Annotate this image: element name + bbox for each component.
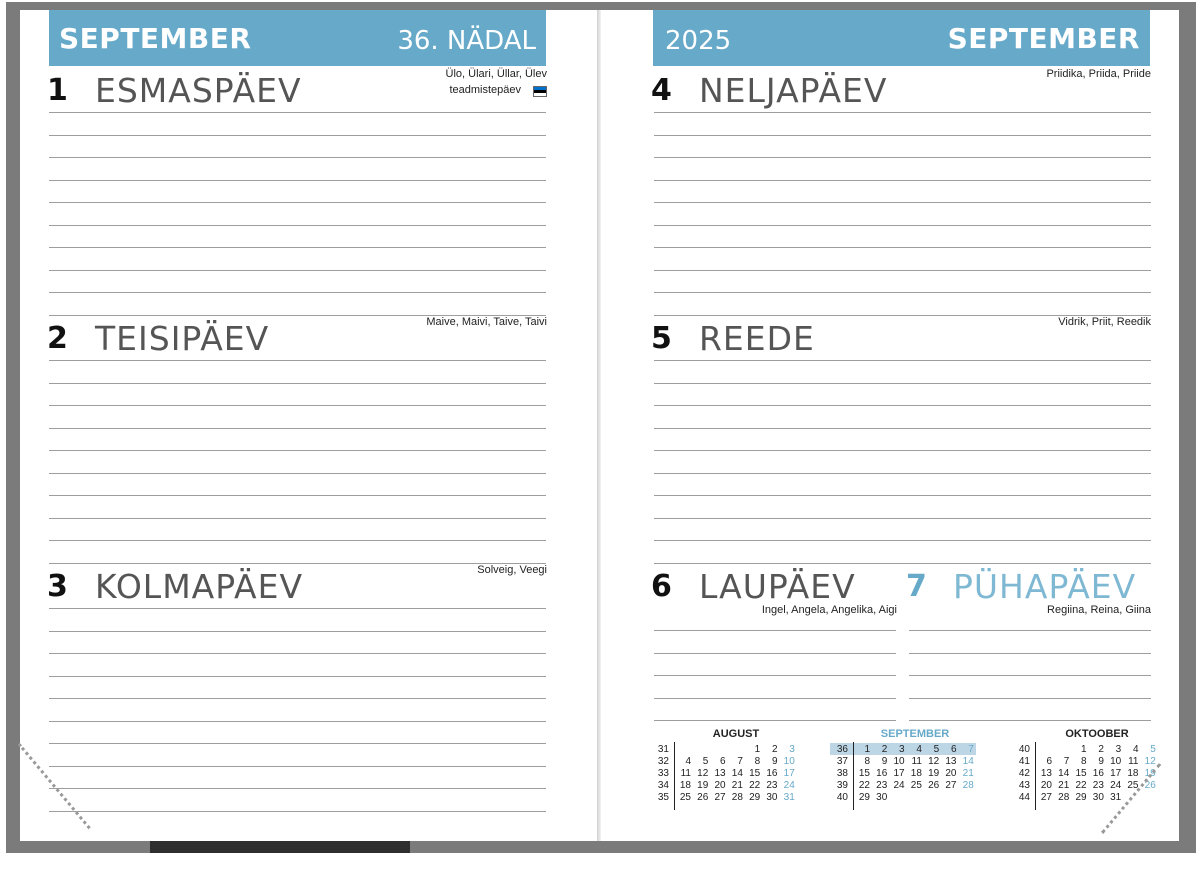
calendar-day: 30 [1092,792,1104,803]
ruled-line [49,811,546,812]
day-name: PÜHAPÄEV [953,567,1137,606]
right-header [653,10,1150,66]
calendar-day: 29 [858,792,870,803]
calendar-day: 4 [1132,744,1139,755]
writing-lines[interactable] [654,112,1151,332]
calendar-day: 6 [720,756,726,767]
mini-calendar-august [651,728,801,818]
calendar-day: 5 [1150,744,1156,755]
mini-calendar-title: AUGUST [712,728,760,740]
ruled-line [49,766,546,767]
day-name: ESMASPÄEV [95,71,302,110]
week-number: 35 [657,792,669,803]
month-title: SEPTEMBER [59,22,252,55]
calendar-day: 21 [731,780,743,791]
ruled-line [654,405,1151,406]
calendar-day: 22 [749,780,761,791]
calendar-day: 29 [1075,792,1087,803]
calendar-day: 29 [749,792,761,803]
calendar-day: 9 [771,756,778,767]
calendar-day: 24 [783,780,795,791]
calendar-day: 2 [881,744,888,755]
calendar-day: 28 [1058,792,1070,803]
year-title: 2025 [665,26,732,56]
week-number: 39 [836,780,848,791]
calendar-day: 19 [928,768,940,779]
calendar-day: 23 [1092,780,1104,791]
week-number: 34 [657,780,669,791]
calendar-day: 11 [680,768,691,779]
ruled-line [49,360,546,361]
left-header [49,10,546,66]
calendar-day: 23 [876,780,888,791]
calendar-day: 12 [697,768,709,779]
calendar-day: 24 [1110,780,1122,791]
calendar-day: 4 [685,756,691,767]
writing-lines[interactable] [49,112,546,332]
ruled-line [654,247,1151,248]
ruled-line [654,360,1151,361]
ruled-line [49,270,546,271]
ruled-line [49,135,546,136]
calendar-day: 26 [1144,780,1156,791]
ruled-line [654,563,1151,564]
ruled-line [654,473,1151,474]
calendar-day: 16 [766,768,778,779]
calendar-day: 11 [911,756,922,767]
calendar-day: 8 [754,756,761,767]
week-number: 32 [657,756,669,767]
left-page [20,10,597,841]
ruled-line [909,653,1151,654]
estonian-flag-icon [533,86,547,97]
ruled-line [49,743,546,744]
mini-calendar-title: SEPTEMBER [880,728,950,740]
ruled-line [49,450,546,451]
week-number: 37 [836,756,848,767]
ruled-line [49,292,546,293]
calendar-day: 26 [928,780,940,791]
calendar-day: 28 [962,780,974,791]
ruled-line [49,631,546,632]
calendar-day: 15 [858,768,870,779]
namedays: Ingel, Angela, Angelika, Aigi [761,604,897,616]
day-number: 4 [651,73,672,108]
week-number: 38 [836,768,848,779]
calendar-day: 17 [893,768,905,779]
calendar-day: 1 [754,744,761,755]
ruled-line [654,292,1151,293]
calendar-day: 5 [702,756,709,767]
namedays: Priidika, Priida, Priide [1046,68,1151,80]
calendar-day: 13 [714,768,726,779]
calendar-day: 12 [1144,756,1156,767]
day-name: LAUPÄEV [699,567,856,606]
week-number: 44 [1018,792,1030,803]
calendar-day: 17 [1110,768,1122,779]
ruled-line [49,495,546,496]
ruled-line [49,608,546,609]
ruled-line [49,202,546,203]
ruled-line [654,225,1151,226]
calendar-day: 15 [749,768,761,779]
calendar-day: 7 [968,744,974,755]
calendar-day: 25 [1127,780,1139,791]
writing-lines[interactable] [49,608,546,818]
calendar-day: 27 [945,780,957,791]
calendar-day: 28 [731,792,743,803]
calendar-day: 22 [858,780,870,791]
calendar-day: 3 [1115,744,1122,755]
ruled-line [654,720,896,721]
calendar-day: 11 [1128,756,1139,767]
calendar-day: 1 [1081,744,1087,755]
mini-calendar-september [830,728,980,818]
calendar-day: 17 [783,768,795,779]
day-name: TEISIPÄEV [95,319,270,358]
ruled-line [909,630,1151,631]
namedays: Maive, Maivi, Taive, Taivi [426,316,547,328]
calendar-day: 14 [731,768,743,779]
calendar-day: 9 [1098,756,1104,767]
calendar-day: 21 [962,768,974,779]
ruled-line [49,473,546,474]
ruled-line [654,675,896,676]
month-title: SEPTEMBER [947,22,1140,55]
calendar-day: 13 [945,756,957,767]
week-number: 43 [1018,780,1030,791]
week-number: 42 [1018,768,1030,779]
calendar-day: 2 [1098,744,1104,755]
calendar-day: 31 [1110,792,1122,803]
day-number: 6 [651,569,672,604]
ruled-line [49,157,546,158]
namedays: Vidrik, Priit, Reedik [1058,316,1151,328]
writing-lines[interactable] [909,630,1151,730]
ruled-line [49,428,546,429]
writing-lines[interactable] [654,630,896,730]
ruled-line [654,518,1151,519]
ruled-line [654,540,1151,541]
namedays: Solveig, Veegi [477,564,547,576]
ruled-line [654,450,1151,451]
calendar-day: 19 [1144,768,1156,779]
ruled-line [909,720,1151,721]
calendar-day: 26 [697,792,709,803]
calendar-day: 30 [766,792,778,803]
calendar-day: 20 [1040,780,1052,791]
calendar-day: 25 [910,780,922,791]
ruled-line [909,698,1151,699]
calendar-day: 23 [766,780,778,791]
calendar-day: 14 [962,756,974,767]
calendar-day: 22 [1075,780,1087,791]
calendar-day: 19 [697,780,709,791]
ruled-line [49,540,546,541]
calendar-day: 14 [1058,768,1070,779]
right-page [601,10,1179,841]
calendar-day: 7 [737,756,743,767]
day-name: REEDE [699,319,815,358]
calendar-day: 3 [899,744,905,755]
ruled-line [49,563,546,564]
ruled-line [654,270,1151,271]
holiday-label: teadmistepäev [449,84,521,96]
calendar-day: 16 [1092,768,1104,779]
ruled-line [654,383,1151,384]
ruled-line [654,112,1151,113]
calendar-day: 8 [864,756,870,767]
calendar-day: 27 [1040,792,1052,803]
ruled-line [654,630,896,631]
calendar-day: 15 [1075,768,1087,779]
week-number: 41 [1018,756,1030,767]
calendar-day: 21 [1058,780,1070,791]
calendar-day: 5 [933,744,940,755]
calendar-day: 18 [679,780,691,791]
calendar-day: 25 [679,792,691,803]
calendar-day: 1 [864,744,870,755]
ruled-line [654,135,1151,136]
calendar-day: 4 [916,744,922,755]
calendar-day: 18 [1127,768,1139,779]
calendar-day: 6 [950,744,957,755]
calendar-day: 3 [789,744,795,755]
calendar-day: 10 [1110,756,1122,767]
calendar-day: 31 [783,792,795,803]
week-title: 36. NÄDAL [397,26,536,56]
ruled-line [49,788,546,789]
ruled-line [49,247,546,248]
calendar-day: 10 [893,756,905,767]
ruled-line [49,653,546,654]
ruled-line [654,157,1151,158]
ruled-line [49,180,546,181]
day-number: 1 [47,73,68,108]
day-number: 5 [651,321,672,356]
calendar-day: 12 [928,756,940,767]
calendar-day: 2 [771,744,778,755]
day-number: 3 [47,569,68,604]
ruled-line [49,405,546,406]
calendar-day: 24 [893,780,905,791]
ruled-line [49,698,546,699]
writing-lines[interactable] [654,360,1151,580]
ruled-line [49,676,546,677]
calendar-day: 30 [876,792,888,803]
week-number: 40 [836,792,848,803]
mini-calendar-oktoober [1012,728,1162,818]
mini-calendar-title: OKTOOBER [1065,728,1129,740]
week-number: 36 [836,744,848,755]
day-name: NELJAPÄEV [699,71,888,110]
ruled-line [654,698,896,699]
calendar-day: 13 [1040,768,1052,779]
calendar-day: 20 [714,780,726,791]
ruled-line [654,428,1151,429]
ruled-line [909,675,1151,676]
ruled-line [49,112,546,113]
week-number: 40 [1018,744,1030,755]
namedays: Ülo, Ülari, Üllar, Ülev [445,68,547,80]
calendar-day: 16 [876,768,888,779]
ruled-line [654,653,896,654]
ruled-line [49,383,546,384]
ruled-line [654,180,1151,181]
namedays: Regiina, Reina, Giina [1047,604,1151,616]
ruled-line [49,225,546,226]
day-name: KOLMAPÄEV [95,567,304,606]
calendar-day: 10 [783,756,795,767]
ruled-line [49,721,546,722]
calendar-day: 9 [881,756,888,767]
writing-lines[interactable] [49,360,546,580]
calendar-day: 27 [714,792,726,803]
ruled-line [654,495,1151,496]
ruled-line [49,518,546,519]
day-number: 2 [47,321,68,356]
week-number: 33 [657,768,669,779]
calendar-day: 7 [1063,756,1070,767]
calendar-day: 6 [1046,756,1052,767]
week-number: 31 [657,744,669,755]
calendar-day: 18 [910,768,922,779]
calendar-day: 20 [945,768,957,779]
calendar-day: 8 [1081,756,1087,767]
ruled-line [654,202,1151,203]
day-number: 7 [906,569,927,604]
